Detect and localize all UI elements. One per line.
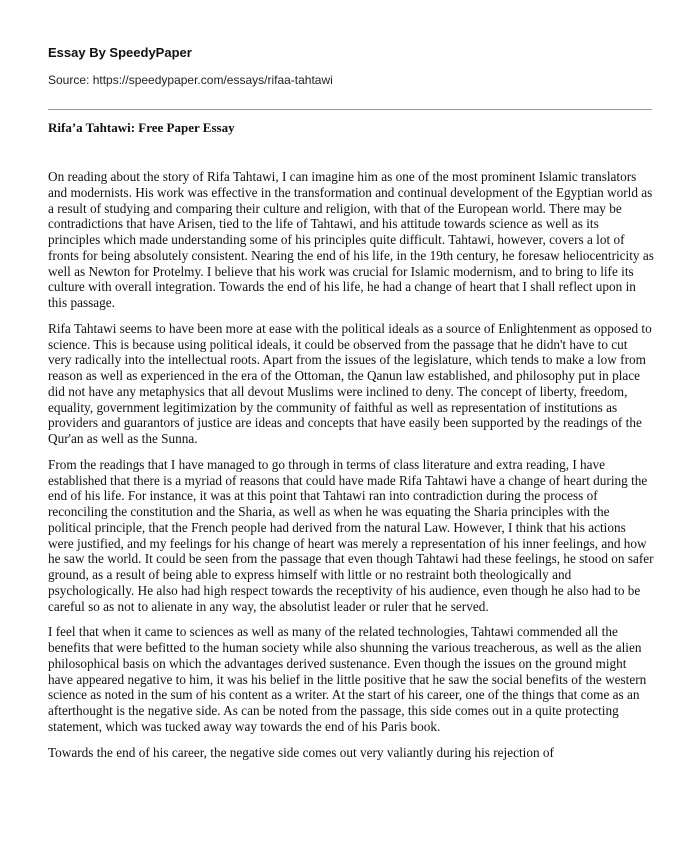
site-header-title: Essay By SpeedyPaper [48, 45, 192, 60]
essay-title: Rifa’a Tahtawi: Free Paper Essay [48, 120, 235, 135]
paragraph: On reading about the story of Rifa Tahtawi, I can imagine him as one of the most prominent Islamic translators and modernists. His work was effective in the transformation and continual development of the Egyptian world as a result of studying and comparing their culture and religion, with that of the European world. There may be contradictions that have Arisen, tied to the life of Tahtawi, and his attitude towards science as well as its principles which made understanding some of his principles quite difficult. Tahtawi, however, covers a lot of fronts for being absolutely consistent. Nearing the end of his life, in the 19th century, he foresaw heliocentricity as well as Newton for Protelmy. I believe that his work was crucial for Islamic modernism, and to bring to life its culture with overall integration. Towards the end of his life, he had a change of heart that I shall reflect upon in this passage. [48, 169, 654, 310]
source-url[interactable]: Source: https://speedypaper.com/essays/rifaa-tahtawi [48, 73, 333, 87]
paragraph: From the readings that I have managed to go through in terms of class literature and extra reading, I have established that there is a myriad of reasons that could have made Rifa Tahtawi have a change of heart during the end of his life. For instance, it was at this point that Tahtawi ran into contradiction during the process of reconciling the constitution and the Sharia, as well as when he was equating the Sharia principles with the political principle, that the French people had derived from the natural Law. However, I think that his actions were justified, and my feelings for his change of heart was merely a representation of his inner feelings, and how he saw the world. It could be seen from the passage that even though Tahtawi had these feelings, he stood on safer ground, as a result of being able to express himself with little or no restraint both theologically and psychologically. He also had high respect towards the receptivity of his audience, even though he also had to be careful so as not to alienate in any way, the absolutist leader or ruler that he served. [48, 456, 654, 614]
essay-body [48, 169, 654, 770]
paragraph: Towards the end of his career, the negative side comes out very valiantly during his rejection of [48, 744, 554, 760]
header-divider [48, 109, 652, 110]
paragraph: Rifa Tahtawi seems to have been more at ease with the political ideals as a source of Enlightenment as opposed to science. This is because using political ideals, it could be observed from the passage that he didn't have to cut very radically into the intellectual roots. Apart from the issues of the legislature, which tends to make a low from reason as well as experienced in the era of the Ottoman, the Qanun law established, and philosophy put in place did not have any metaphysics that all devout Muslims were inclined to deny. The concept of liberty, freedom, equality, government legitimization by the community of faithful as well as representation of institutions as providers and guarantors of justice are ideas and concepts that have easily been supported by the readings of the Qur'an as well as the Sunna. [48, 320, 652, 446]
paragraph: I feel that when it came to sciences as well as many of the related technologies, Tahtawi commended all the benefits that were befitted to the human society while also shunning the various treacherous, as well as the alien philosophical basis on which the advantages derived sustenance. Even though the issues on the ground might have appeared negative to him, it was his belief in the little positive that he saw the social benefits of the western science as noted in the sum of his content as a writer. At the start of his career, one of the things that come as an afterthought is the negative side. As can be noted from the passage, this side comes out in a quite protecting statement, which was tucked away way towards the end of his Paris book. [48, 624, 647, 734]
